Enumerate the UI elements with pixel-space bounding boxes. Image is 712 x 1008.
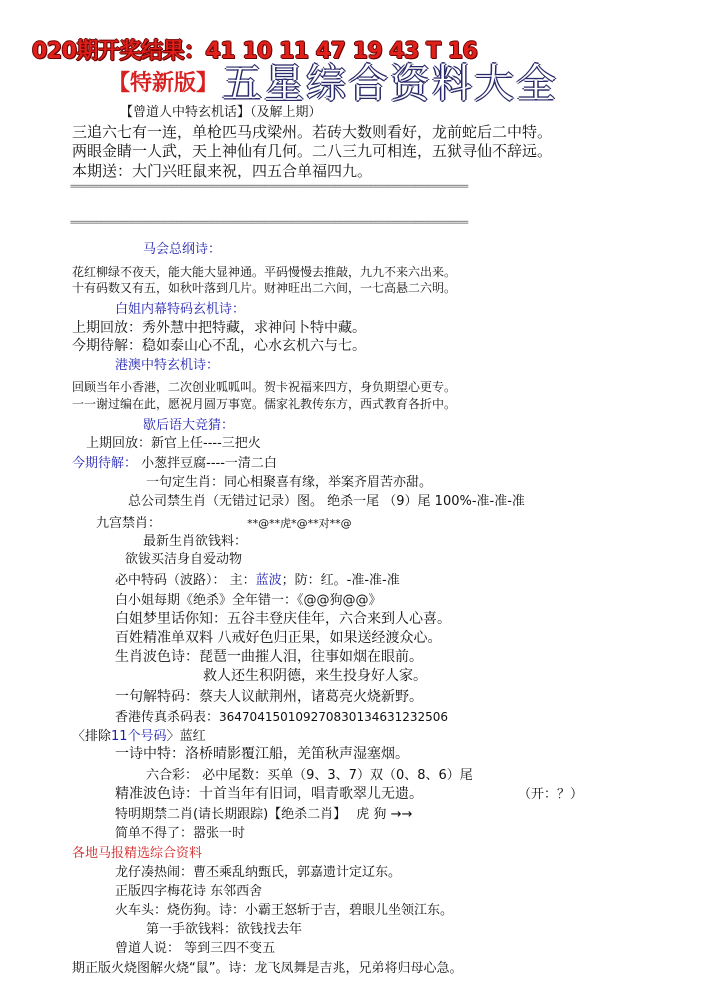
baiji-today: 今期待解：稳如泰山心不乱，心水玄机六与七。 (72, 338, 366, 354)
hk-macau-heading: 港澳中特玄机诗： (115, 358, 220, 373)
one-sentence-zodiac: 一句定生肖：同心相聚喜有缘，举案齐眉苦亦甜。 (146, 475, 433, 490)
intro-heading: 【曾道人中特玄机话】（及解上期） (120, 105, 322, 120)
regional-heading: 各地马报精选综合资料 (72, 846, 203, 861)
edition-tag: 【特新版】 (108, 71, 219, 96)
draw-result-banner: 020期开奖结果：41 10 11 47 19 43 T 16 (32, 39, 478, 64)
exclude-label: 〈排除 (72, 729, 112, 744)
mark-six-tail: 六合彩： 必中尾数：买单（9、3、7）双（0、8、6）尾 (146, 768, 473, 783)
nine-palace-banned (96, 512, 352, 531)
plum-blossom-poem: 正版四字梅花诗 东邻西舍 (115, 884, 263, 899)
exclude-count: 11个号码 (111, 729, 167, 744)
exclude-numbers (72, 725, 206, 744)
horse-poem-line-1: 花红柳绿不夜天，能大能大显神通。平码慢慢去推敲，九九不来六出来。 (72, 265, 457, 279)
page-title: 五星综合资料大全 (222, 61, 558, 107)
fire-picture-clue: 期正版火烧图解火烧“鼠”。诗：龙飞凤舞是吉兆，兄弟将归母心急。 (72, 961, 463, 976)
simple-clue: 简单不得了：嚣张一时 (115, 826, 246, 841)
intro-line-1: 三追六七有一连，单枪匹马戌梁州。若砖大数则看好，龙前蛇后二中特。 (72, 123, 553, 141)
separator-line: ========================================================================================== (70, 220, 468, 226)
one-sentence-special: 一句解特码：蔡夫人议献荆州，诸葛亮火烧新野。 (115, 689, 423, 705)
open-result-placeholder: （开：？） (518, 787, 584, 802)
baijie-dream-line: 白姐梦里话你知：五谷丰登庆佳年，六合来到人心喜。 (115, 611, 451, 627)
riddle-heading: 歇后语大竞猜： (143, 418, 235, 433)
baiji-previous: 上期回放：秀外慧中把特藏，求神问卜特中藏。 (72, 320, 366, 336)
intro-line-2: 两眼金睛一人武，天上神仙有几何。二八三九可相连，五狱寻仙不辞远。 (72, 142, 553, 160)
must-hit-wave-main: 蓝波 (255, 573, 282, 588)
riddle-today-label: 今期待解： (72, 456, 138, 471)
special-banned-two (115, 803, 412, 822)
riddle-today (72, 452, 277, 471)
one-poem-special: 一诗中特：洛桥晴影覆江船，羌笛秋声湿塞烟。 (115, 746, 409, 762)
arrow-right-icon: →→ (390, 807, 413, 822)
zodiac-wave-poem-2: 救人还生积阴德，来生投身好人家。 (203, 668, 427, 684)
money-animal-clue: 欲钹买洁身自爱动物 (125, 552, 243, 567)
locomotive-clue: 火车头：烧伤狗。诗：小霸王怒斩于吉，碧眼儿坐领江东。 (115, 903, 454, 918)
hk-fax-label: 香港传真杀码表： (115, 710, 220, 725)
exclude-tail: 〉蓝红 (166, 729, 206, 744)
latest-zodiac-heading: 最新生肖欲钱料： (143, 534, 248, 549)
nine-palace-label: 九宫禁肖： (96, 516, 162, 531)
baiji-heading: 白姐内幕特码玄机诗： (115, 302, 246, 317)
must-hit-wave (115, 569, 400, 588)
horse-poem-line-2: 十有码数又有五，如秋叶落到几片。财神旺出二六间，一七高悬二六明。 (72, 281, 457, 295)
company-banned-zodiac: 总公司禁生肖（无错过记录）图。 绝杀一尾 （9）尾 100%-准-准-准 (128, 494, 525, 509)
must-hit-wave-label: 必中特码（波路）： 主： (115, 573, 256, 588)
zengdao-says: 曾道人说： 等到三四不变五 (115, 941, 276, 956)
hk-fax-value: 3647041501092708301346312325​06 (219, 710, 449, 724)
riddle-today-value: 小葱拌豆腐----一清二白 (141, 456, 277, 471)
hk-fax-kill-table (115, 706, 448, 725)
precise-wave-poem: 精准波色诗：十首当年有旧词，唱青歌翠儿无遗。 (115, 786, 423, 802)
intro-line-3: 本期送：大门兴旺鼠来祝，四五合单福四九。 (72, 162, 373, 180)
riddle-previous: 上期回放：新官上任----三把火 (86, 436, 261, 451)
first-hand-clue: 第一手欲钱料：欲钱找去年 (146, 922, 303, 937)
hk-macau-line-1: 回顾当年小香港，二次创业呱呱叫。贺卡祝福来四方，身负期望心更专。 (72, 380, 457, 394)
must-hit-wave-rest: ；防：红。-准-准-准 (281, 573, 400, 588)
special-banned-label: 特明期禁二肖(请长期跟踪)【绝杀二肖】 (115, 807, 347, 822)
hk-macau-line-2: 一一谢过编在此，愿祝月圆万事宽。儒家礼教传东方，西式教育各折中。 (72, 397, 457, 411)
special-banned-value: 虎 狗 (356, 807, 387, 822)
bai-xiaojie-kill: 白小姐每期《绝杀》全年错一：《@@狗@@》 (115, 593, 382, 608)
baixing-odd-even: 百姓精准单双料 八戒好色归正果，如果送经渡众心。 (115, 630, 442, 646)
longzai-clue: 龙仔凑热闹：曹丕乘乱纳甄氏，郭嘉遗计定辽东。 (115, 865, 402, 880)
horse-poem-heading: 马会总纲诗： (143, 242, 222, 257)
zodiac-wave-poem: 生肖波色诗：琵琶一曲摧人泪，往事如烟在眼前。 (115, 649, 423, 665)
separator-line: ========================================================================================== (70, 184, 468, 190)
nine-palace-value: **@**虎*@**对**@ (247, 517, 352, 530)
